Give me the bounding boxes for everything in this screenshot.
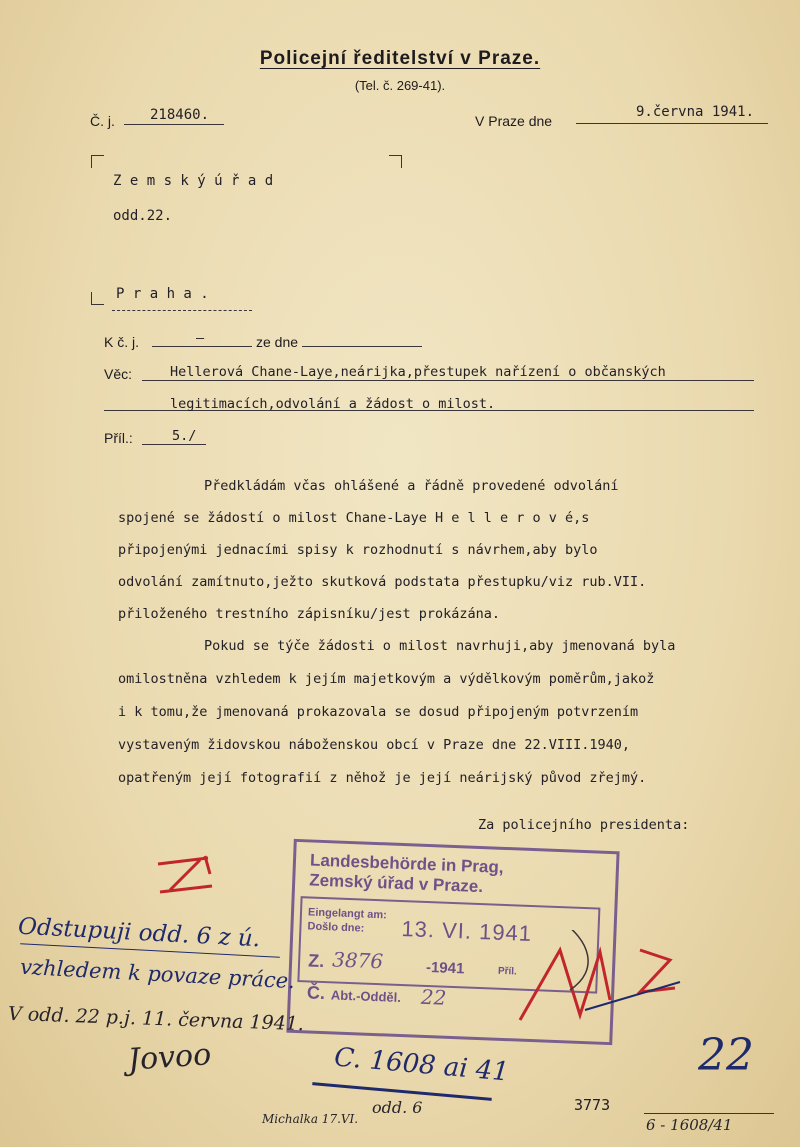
stamp-year: -1941 [425, 958, 465, 978]
zedne-label: ze dne [256, 334, 299, 350]
red-mark-icon [150, 852, 230, 900]
stamp-line2: Zemský úřad v Praze. [308, 870, 484, 897]
stamp-pril: Příl. [497, 965, 518, 978]
handwriting-c-number: C. 1608 ai 41 [333, 1042, 511, 1088]
stamp-date: 13. VI. 1941 [400, 916, 533, 947]
body-p2-line2: omilostněna vzhledem k jejím majetkovým a výdělkovým poměrům,jakož [118, 671, 655, 687]
pril-value: 5./ [172, 428, 197, 444]
stamp-z-label: Z. [307, 950, 325, 972]
cj-value: 218460. [150, 107, 210, 123]
stamp-c-label: Č. [306, 982, 326, 1004]
number-3773: 3773 [574, 1096, 611, 1114]
handwriting-right-22: 22 [698, 1030, 754, 1081]
body-p2-line5: opatřeným její fotografií z něhož je její neárijský původ zřejmý. [118, 770, 647, 786]
stamp-z-value: 3876 [331, 947, 384, 974]
signature-line: Za policejního presidenta: [478, 817, 690, 833]
stamp-eingelangt: Eingelangt am: [307, 906, 388, 922]
address-corner-bl [91, 292, 104, 305]
handwritten-marks-icon [490, 930, 690, 1050]
addressee-line1: Z e m s k ý ú ř a d [113, 173, 274, 189]
handwriting-left2: vzhledem k povaze práce. [19, 954, 296, 994]
body-p1-line3: připojenými jednacími spisy k rozhodnutí s návrhem,aby bylo [118, 542, 598, 558]
body-p1-line1: Předkládám včas ohlášené a řádně provedené odvolání [204, 478, 619, 494]
handwriting-left1: Odstupuji odd. 6 z ú. [17, 913, 261, 953]
addressee-line2: odd.22. [113, 208, 173, 224]
place-label: V Praze dne [475, 113, 553, 129]
address-corner-tr [389, 155, 402, 168]
addressee-city: P r a h a . [116, 286, 209, 302]
kcj-label: K č. j. [104, 334, 140, 350]
vec-line2: legitimacích,odvolání a žádost o milost. [170, 396, 496, 412]
vec-label: Věc: [104, 366, 133, 382]
pril-label: Příl.: [104, 430, 133, 446]
kcj-value: – [196, 330, 205, 346]
body-p2-line1: Pokud se týče žádosti o milost navrhuji,aby jmenovaná byla [204, 638, 676, 654]
date-value: 9.června 1941. [636, 104, 755, 120]
stamp-line1: Landesbehörde in Prag, [309, 850, 504, 877]
handwriting-bottom-left: Michalka 17.VI. [262, 1112, 359, 1126]
stamp-abt: Abt.-Odděl. [330, 987, 402, 1006]
cj-label: Č. j. [90, 113, 115, 129]
body-p1-line4: odvolání zamítnuto,ježto skutková podstata přestupku/viz rub.VII. [118, 574, 647, 590]
body-p2-line4: vystaveným židovskou náboženskou obcí v Praze dne 22.VIII.1940, [118, 737, 631, 753]
handwriting-odd: odd. 6 [372, 1098, 423, 1117]
handwriting-bottom-right: 6 - 1608/41 [646, 1116, 733, 1134]
vec-line1: Hellerová Chane-Laye,neárijka,přestupek nařízení o občanských [170, 364, 666, 380]
handwriting-left3: V odd. 22 p.j. 11. června 1941. [7, 1002, 305, 1036]
body-p2-line3: i k tomu,že jmenovaná prokazovala se dosud připojeným potvrzením [118, 704, 639, 720]
body-p1-line5: přiloženého trestního zápisníku/jest prokázána. [118, 606, 501, 622]
stamp-abt-value: 22 [420, 984, 447, 1010]
stamp-doslo: Došlo dne: [307, 920, 365, 935]
body-p1-line2: spojené se žádostí o milost Chane-Laye H e l l e r o v é,s [118, 510, 590, 526]
handwritten-signature: Jovoo [126, 1037, 213, 1078]
page-title: Policejní ředitelství v Praze. [259, 48, 541, 69]
telephone-number: (Tel. č. 269-41). [354, 78, 446, 93]
address-corner-tl [91, 155, 104, 168]
